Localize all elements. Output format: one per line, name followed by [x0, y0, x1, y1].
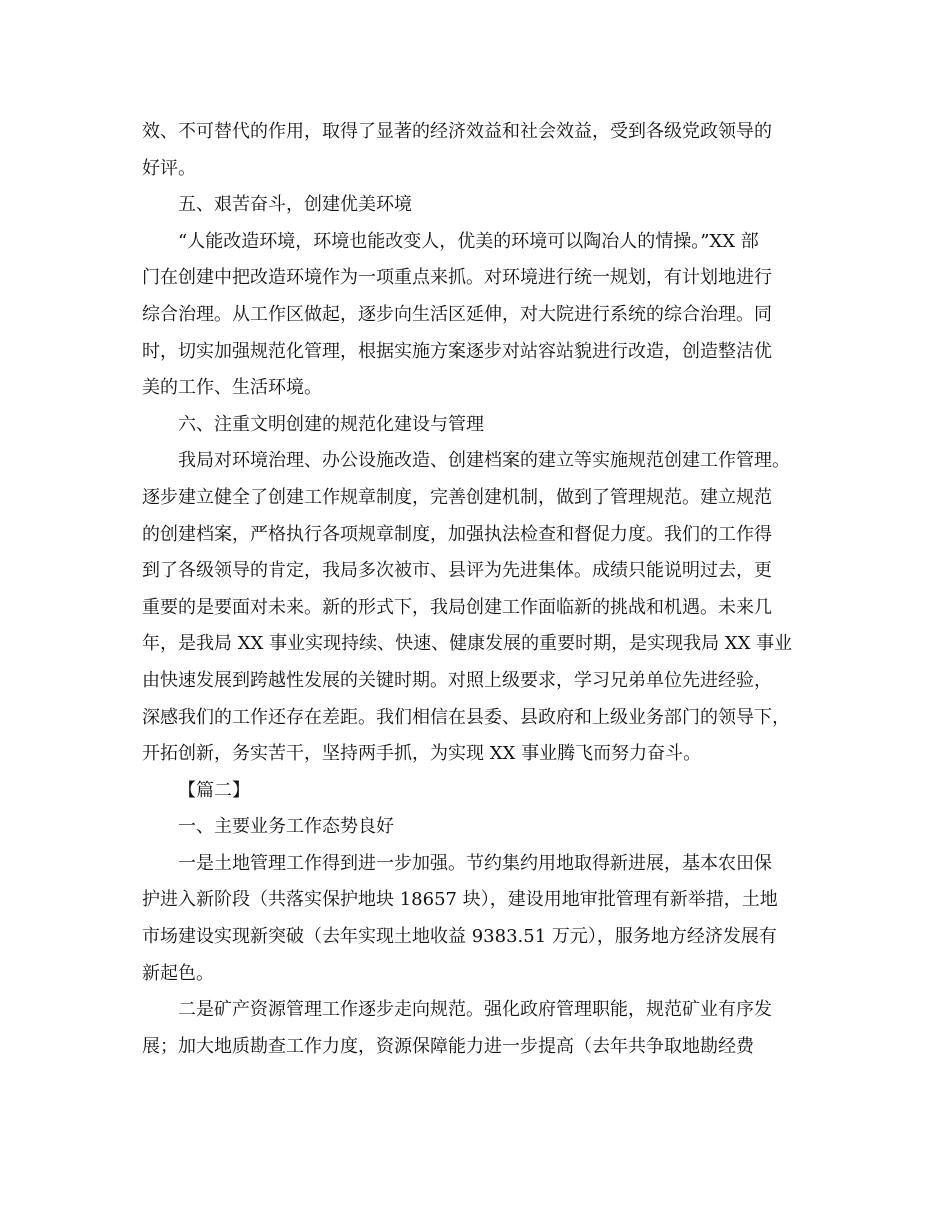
text-line: 综合治理。从工作区做起，逐步向生活区延伸，对大院进行系统的综合治理。同	[142, 303, 772, 325]
text-line: 我局对环境治理、办公设施改造、创建档案的建立等实施规范创建工作管理。	[178, 450, 790, 472]
text-line: 五、艰苦奋斗，创建优美环境	[178, 194, 412, 216]
text-line: 一是土地管理工作得到进一步加强。节约集约用地取得新进展，基本农田保	[178, 852, 772, 874]
text-line: 时，切实加强规范化管理，根据实施方案逐步对站容站貌进行改造，创造整洁优	[142, 340, 772, 362]
text-line: 门在创建中把改造环境作为一项重点来抓。对环境进行统一规划，有计划地进行	[142, 267, 772, 289]
text-line: 由快速发展到跨越性发展的关键时期。对照上级要求，学习兄弟单位先进经验，	[142, 669, 772, 691]
text-line: 六、注重文明创建的规范化建设与管理	[178, 413, 484, 435]
document-body	[142, 114, 806, 1065]
text-line: 美的工作、生活环境。	[142, 377, 322, 399]
text-line: 的创建档案，严格执行各项规章制度，加强执法检查和督促力度。我们的工作得	[142, 523, 772, 545]
text-line: 重要的是要面对未来。新的形式下，我局创建工作面临新的挑战和机遇。未来几	[142, 596, 772, 618]
text-line: 护进入新阶段（共落实保护地块 18657 块），建设用地审批管理有新举措，土地	[142, 889, 778, 911]
text-line: 深感我们的工作还存在差距。我们相信在县委、县政府和上级业务部门的领导下，	[142, 706, 790, 728]
text-line: 年，是我局 XX 事业实现持续、快速、健康发展的重要时期，是实现我局 XX 事业	[142, 633, 793, 655]
text-line: 二是矿产资源管理工作逐步走向规范。强化政府管理职能，规范矿业有序发	[178, 999, 772, 1021]
text-line: 一、主要业务工作态势良好	[178, 816, 394, 838]
text-line: 展；加大地质勘查工作力度，资源保障能力进一步提高（去年共争取地勘经费	[142, 1035, 754, 1057]
document-page	[142, 114, 806, 1065]
text-line: 开拓创新，务实苦干，坚持两手抓，为实现 XX 事业腾飞而努力奋斗。	[142, 743, 702, 765]
text-line: 到了各级领导的肯定，我局多次被市、县评为先进集体。成绩只能说明过去，更	[142, 560, 772, 582]
text-line: 效、不可替代的作用，取得了显著的经济效益和社会效益，受到各级党政领导的	[142, 121, 772, 142]
text-line: 新起色。	[142, 962, 214, 984]
text-line: 好评。	[142, 157, 196, 179]
text-line: 市场建设实现新突破（去年实现土地收益 9383.51 万元），服务地方经济发展有	[142, 926, 777, 948]
text-line: 逐步建立健全了创建工作规章制度，完善创建机制，做到了管理规范。建立规范	[142, 486, 772, 508]
text-line: “人能改造环境，环境也能改变人，优美的环境可以陶冶人的情操。”XX 部	[178, 230, 759, 252]
text-line: 【篇二】	[178, 779, 250, 801]
